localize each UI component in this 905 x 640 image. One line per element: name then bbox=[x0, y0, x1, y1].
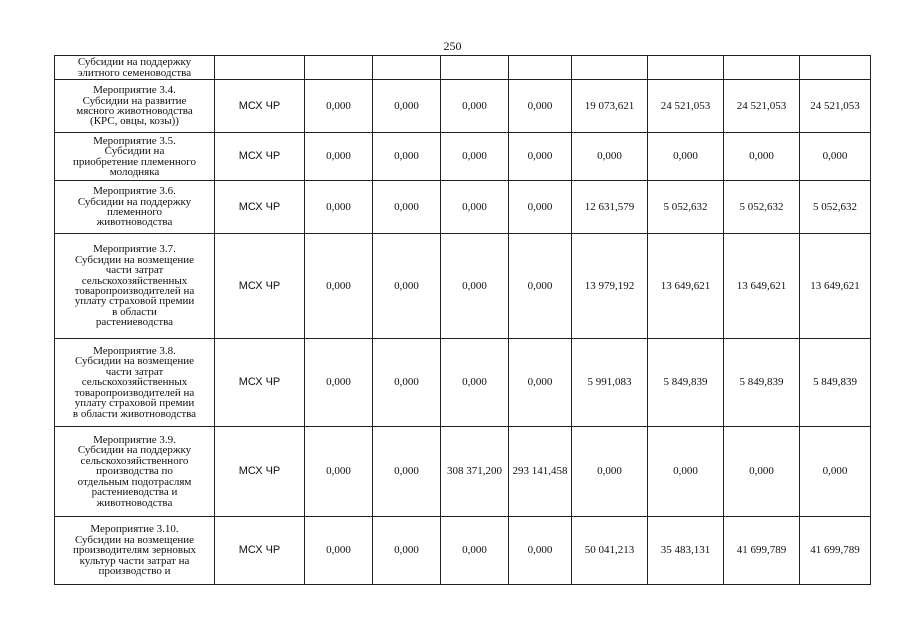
value-cell: 0,000 bbox=[441, 181, 509, 234]
executor-cell: МСХ ЧР bbox=[215, 339, 305, 427]
executor-cell: МСХ ЧР bbox=[215, 517, 305, 585]
value-cell: 41 699,789 bbox=[800, 517, 871, 585]
description-line: Мероприятие 3.7. bbox=[93, 243, 176, 256]
value-cell: 0,000 bbox=[373, 133, 441, 181]
row-description-cell bbox=[55, 517, 215, 585]
value-cell: 0,000 bbox=[441, 80, 509, 133]
row-description-cell bbox=[55, 339, 215, 427]
description-line: животноводства bbox=[96, 216, 173, 229]
value-cell: 19 073,621 bbox=[572, 80, 648, 133]
value-cell: 0,000 bbox=[373, 80, 441, 133]
value-cell: 0,000 bbox=[509, 517, 572, 585]
value-cell bbox=[572, 56, 648, 80]
value-cell: 0,000 bbox=[509, 234, 572, 339]
description-line: Субсидии на возмещение bbox=[74, 533, 195, 546]
value-cell: 5 849,839 bbox=[648, 339, 724, 427]
value-cell: 0,000 bbox=[441, 517, 509, 585]
value-cell: 13 649,621 bbox=[800, 234, 871, 339]
page-number: 250 bbox=[443, 39, 462, 53]
table-row bbox=[55, 133, 871, 181]
value-cell: 0,000 bbox=[305, 80, 373, 133]
value-cell: 0,000 bbox=[800, 427, 871, 517]
description-line: Мероприятие 3.4. bbox=[93, 84, 176, 97]
value-cell: 0,000 bbox=[441, 133, 509, 181]
value-cell bbox=[648, 56, 724, 80]
table-row bbox=[55, 80, 871, 133]
description-line: Субсидии на поддержку bbox=[77, 444, 192, 457]
value-cell: 0,000 bbox=[572, 427, 648, 517]
executor-cell: МСХ ЧР bbox=[215, 181, 305, 234]
description-line: уплату страховой премии bbox=[74, 295, 195, 308]
value-cell: 13 649,621 bbox=[724, 234, 800, 339]
row-description-cell bbox=[55, 80, 215, 133]
value-cell: 5 849,839 bbox=[724, 339, 800, 427]
description-line: Мероприятие 3.8. bbox=[93, 345, 176, 358]
description-line: уплату страховой премии bbox=[74, 397, 195, 410]
value-cell bbox=[800, 56, 871, 80]
table-row bbox=[55, 517, 871, 585]
row-description-cell bbox=[55, 181, 215, 234]
value-cell: 0,000 bbox=[648, 427, 724, 517]
description-line: товаропроизводителей на bbox=[74, 285, 195, 297]
description-line: сельскохозяйственных bbox=[81, 274, 188, 287]
executor-cell: МСХ ЧР bbox=[215, 80, 305, 133]
row-description-cell bbox=[55, 234, 215, 339]
executor-cell: МСХ ЧР bbox=[215, 133, 305, 181]
row-description-cell bbox=[55, 56, 215, 80]
description-line: Субсидии на развитие bbox=[82, 94, 187, 107]
row-description-cell bbox=[55, 133, 215, 181]
description-line: Субсидии на возмещение bbox=[74, 253, 195, 266]
description-line: в области животноводства bbox=[72, 407, 197, 420]
description-line: Мероприятие 3.9. bbox=[93, 434, 176, 447]
value-cell: 0,000 bbox=[373, 234, 441, 339]
description-line: племенного bbox=[106, 206, 163, 218]
value-cell: 13 649,621 bbox=[648, 234, 724, 339]
value-cell: 5 849,839 bbox=[800, 339, 871, 427]
description-line: Субсидии на поддержку bbox=[77, 195, 192, 208]
value-cell: 0,000 bbox=[724, 427, 800, 517]
value-cell: 12 631,579 bbox=[572, 181, 648, 234]
description-line: растениеводства bbox=[95, 316, 174, 329]
description-line: части затрат bbox=[105, 264, 164, 277]
executor-cell bbox=[215, 56, 305, 80]
value-cell: 0,000 bbox=[305, 427, 373, 517]
description-line: части затрат bbox=[105, 365, 164, 378]
description-line: товаропроизводителей на bbox=[74, 386, 195, 399]
value-cell: 0,000 bbox=[305, 234, 373, 339]
value-cell bbox=[441, 56, 509, 80]
description-line: производства по bbox=[96, 465, 173, 478]
description-line: (КРС, овцы, козы)) bbox=[90, 115, 179, 128]
value-cell bbox=[509, 56, 572, 80]
table-row bbox=[55, 339, 871, 427]
value-cell: 35 483,131 bbox=[648, 517, 724, 585]
description-line: производство и bbox=[98, 565, 171, 578]
description-line: Мероприятие 3.10. bbox=[90, 523, 179, 536]
value-cell: 5 052,632 bbox=[724, 181, 800, 234]
description-line: культур части затрат на bbox=[79, 554, 190, 567]
value-cell: 5 052,632 bbox=[800, 181, 871, 234]
description-line: Субсидии на bbox=[104, 145, 165, 158]
value-cell: 24 521,053 bbox=[724, 80, 800, 133]
description-line: Мероприятие 3.5. bbox=[93, 134, 176, 147]
value-cell: 0,000 bbox=[648, 133, 724, 181]
row-description-cell bbox=[55, 427, 215, 517]
value-cell: 5 052,632 bbox=[648, 181, 724, 234]
value-cell: 13 979,192 bbox=[572, 234, 648, 339]
value-cell: 308 371,200 bbox=[441, 427, 509, 517]
description-line: Субсидии на поддержку bbox=[77, 56, 192, 69]
value-cell: 0,000 bbox=[509, 80, 572, 133]
description-line: животноводства bbox=[96, 496, 173, 509]
value-cell: 0,000 bbox=[305, 181, 373, 234]
value-cell: 41 699,789 bbox=[724, 517, 800, 585]
value-cell: 0,000 bbox=[373, 427, 441, 517]
description-line: элитного семеноводства bbox=[77, 66, 192, 79]
value-cell bbox=[724, 56, 800, 80]
value-cell: 50 041,213 bbox=[572, 517, 648, 585]
executor-cell: МСХ ЧР bbox=[215, 234, 305, 339]
value-cell: 0,000 bbox=[572, 133, 648, 181]
description-line: Мероприятие 3.6. bbox=[93, 185, 176, 198]
description-line: приобретение племенного bbox=[73, 155, 196, 168]
value-cell: 0,000 bbox=[509, 133, 572, 181]
description-line: производителям зерновых bbox=[72, 544, 197, 557]
value-cell: 0,000 bbox=[509, 181, 572, 234]
budget-table bbox=[54, 55, 871, 585]
value-cell: 0,000 bbox=[305, 339, 373, 427]
value-cell: 0,000 bbox=[373, 181, 441, 234]
value-cell: 0,000 bbox=[509, 339, 572, 427]
value-cell: 24 521,053 bbox=[800, 80, 871, 133]
description-line: отдельным подотраслям bbox=[77, 475, 192, 488]
value-cell: 24 521,053 bbox=[648, 80, 724, 133]
description-line: растениеводства и bbox=[91, 486, 178, 499]
table-row bbox=[55, 427, 871, 517]
table-row bbox=[55, 234, 871, 339]
value-cell: 0,000 bbox=[373, 517, 441, 585]
table-row bbox=[55, 56, 871, 80]
description-line: мясного животноводства bbox=[76, 105, 193, 117]
value-cell: 0,000 bbox=[724, 133, 800, 181]
value-cell bbox=[305, 56, 373, 80]
description-line: сельскохозяйственных bbox=[81, 376, 188, 389]
description-line: молодняка bbox=[109, 165, 160, 178]
executor-cell: МСХ ЧР bbox=[215, 427, 305, 517]
value-cell: 0,000 bbox=[441, 234, 509, 339]
value-cell: 0,000 bbox=[441, 339, 509, 427]
value-cell: 5 991,083 bbox=[572, 339, 648, 427]
value-cell: 0,000 bbox=[305, 517, 373, 585]
value-cell bbox=[373, 56, 441, 80]
description-line: Субсидии на возмещение bbox=[74, 355, 195, 368]
description-line: в области bbox=[112, 305, 157, 318]
value-cell: 0,000 bbox=[373, 339, 441, 427]
value-cell: 0,000 bbox=[305, 133, 373, 181]
value-cell: 293 141,458 bbox=[509, 427, 572, 517]
table-row bbox=[55, 181, 871, 234]
description-line: сельскохозяйственного bbox=[80, 454, 189, 467]
value-cell: 0,000 bbox=[800, 133, 871, 181]
